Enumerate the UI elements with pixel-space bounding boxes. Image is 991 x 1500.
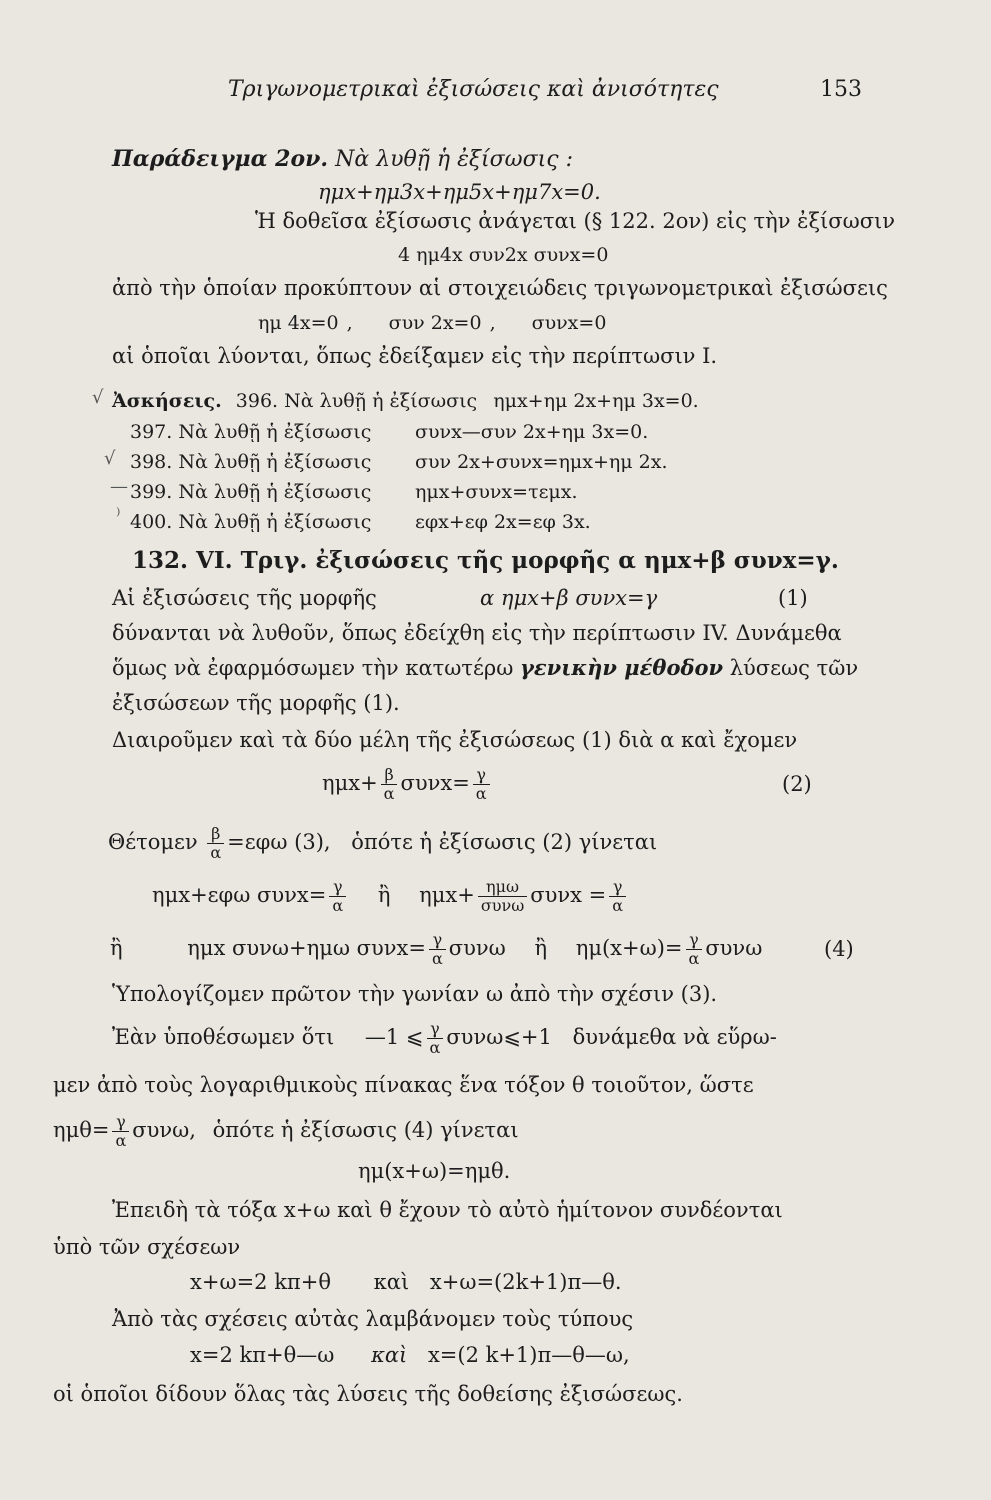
exercise-num: 396. <box>235 390 279 412</box>
exercise-text: Νὰ λυθῇ ἡ ἐξίσωσις <box>178 421 372 443</box>
den: α <box>473 784 490 803</box>
example-reduction: Ἡ δοθεῖσα ἐξίσωσις ἀνάγεται (§ 122. 2ον) εἰς τὴν ἐξίσωσιν <box>255 209 896 233</box>
exercises-label: Ἀσκήσεις. <box>112 390 222 412</box>
or: ἢ <box>534 936 548 960</box>
den: α <box>427 1038 444 1057</box>
elementary-equations-text: ἀπὸ τὴν ὁποίαν προκύπτουν αἱ στοιχειώδεις τριγωνομετρικαὶ ἐξισώσεις <box>112 276 888 300</box>
exercise-397 <box>130 419 371 445</box>
eq-b: συν 2x=0 <box>388 312 482 334</box>
exercise-text: Νὰ λυθῇ ἡ ἐξίσωσις <box>178 511 372 533</box>
check-mark: √ <box>92 387 104 408</box>
term: συνω <box>448 936 506 960</box>
text: Θέτομεν <box>108 830 198 854</box>
running-title: Τριγωνομετρικαὶ ἐξισώσεις καὶ ἀνισότητες <box>228 77 719 102</box>
exercise-eq: εφx+εφ 2x=εφ 3x. <box>415 511 591 533</box>
exercise-text: Νὰ λυθῇ ἡ ἐξίσωσις <box>178 481 372 503</box>
term: συνω, <box>132 1118 196 1142</box>
section-heading: 132. VI. Τριγ. ἐξισώσεις τῆς μορφῆς α ημx+β συνx=γ. <box>132 547 839 574</box>
since-text: Ἐπειδὴ τὰ τόξα x+ω καὶ θ ἔχουν τὸ αὐτὸ ἡμίτονον συνδέονται <box>112 1198 783 1222</box>
assumption-line <box>112 1020 777 1057</box>
exercise-396 <box>112 388 699 414</box>
num: ημω <box>486 877 520 896</box>
final-text: οἱ ὁποῖοι δίδουν ὅλας τὰς λύσεις τῆς δοθείσης ἐξισώσεως. <box>53 1382 683 1406</box>
text: λύσεως τῶν <box>729 656 859 680</box>
example-label <box>112 146 573 173</box>
eq2-label: (2) <box>782 772 812 796</box>
term: x+ω=(2k+1)π—θ. <box>429 1270 622 1294</box>
term: ημx+ <box>322 771 378 795</box>
text: =εφω (3), <box>227 830 331 854</box>
relations-line <box>190 1269 622 1295</box>
exercise-399 <box>130 479 371 505</box>
equation-5: ημ(x+ω)=ημθ. <box>358 1159 511 1183</box>
and: καὶ <box>373 1270 410 1294</box>
den: α <box>429 949 446 968</box>
check-mark: — <box>110 476 128 497</box>
term: ημx+εφω συνx= <box>152 883 327 907</box>
text: ὁπότε ἡ ἐξίσωσις (4) γίνεται <box>212 1118 519 1142</box>
fraction-gamma-alpha <box>473 766 490 803</box>
term: συνω <box>705 936 763 960</box>
relations-text: ὑπὸ τῶν σχέσεων <box>53 1235 241 1259</box>
exercise-num: 397. <box>130 421 173 443</box>
fraction-gamma-alpha <box>609 878 626 915</box>
term: ημ(x+ω)= <box>575 936 683 960</box>
example-prompt: Νὰ λυθῇ ἡ ἐξίσωσις : <box>335 147 573 172</box>
eq-a: ημ 4x=0 <box>258 312 339 334</box>
fraction-gamma-alpha <box>686 931 703 968</box>
exercise-num: 398. <box>130 451 173 473</box>
exercise-text: Νὰ λυθῇ ἡ ἐξίσωσις <box>284 390 478 412</box>
num: γ <box>432 930 443 949</box>
text: ὅμως νὰ ἐφαρμόσωμεν τὴν κατωτέρω <box>112 656 514 680</box>
term: ημx+ <box>419 883 475 907</box>
den: α <box>207 843 224 862</box>
compute-text: Ὑπολογίζομεν πρῶτον τὴν γωνίαν ω ἀπὸ τὴν σχέσιν (3). <box>112 982 718 1006</box>
reduced-equation: 4 ημ4x συν2x συνx=0 <box>398 244 609 266</box>
eq-c: συνx=0 <box>531 312 607 334</box>
form-equation: α ημx+β συνx=γ <box>480 586 658 610</box>
divide-text: Διαιροῦμεν καὶ τὰ δύο μέλη τῆς ἐξισώσεως (1) διὰ α καὶ ἔχομεν <box>112 728 798 752</box>
num: γ <box>116 1112 126 1131</box>
exercise-eq: ημx+συνx=τεμx. <box>415 481 578 503</box>
and: καὶ <box>371 1343 408 1367</box>
text: ὁπότε ἡ ἐξίσωσις (2) γίνεται <box>351 830 658 854</box>
num: γ <box>430 1019 440 1038</box>
sep: , <box>489 312 496 334</box>
para1-line2: δύνανται νὰ λυθοῦν, ὅπως ἐδείχθη εἰς τὴν περίπτωσιν IV. Δυνάμεθα <box>112 621 842 645</box>
fraction-beta-alpha <box>381 766 398 803</box>
exercise-eq: ημx+ημ 2x+ημ 3x=0. <box>493 390 699 412</box>
term: συνx= <box>400 771 470 795</box>
or: ἢ <box>377 883 391 907</box>
solutions-line <box>190 1342 630 1368</box>
para1-line4: ἐξισώσεων τῆς μορφῆς (1). <box>112 691 400 715</box>
exercise-400 <box>130 509 371 535</box>
num: γ <box>332 877 343 896</box>
text: δυνάμεθα νὰ εὕρω- <box>572 1025 777 1049</box>
num: γ <box>612 877 623 896</box>
sep: , <box>346 312 353 334</box>
num: γ <box>689 930 699 949</box>
page-number: 153 <box>820 77 862 102</box>
term: —1 ⩽ <box>364 1025 424 1049</box>
term: συνx = <box>530 883 607 907</box>
term: συνω⩽+1 <box>446 1025 552 1049</box>
term: ημx συνω+ημω συνx= <box>187 936 426 960</box>
fraction-beta-alpha <box>207 825 224 862</box>
exercise-num: 399. <box>130 481 173 503</box>
den: συνω <box>478 896 527 915</box>
example-equation: ημx+ημ3x+ημ5x+ημ7x=0. <box>318 180 601 204</box>
term: x+ω=2 kπ+θ <box>190 1270 331 1294</box>
example-title: Παράδειγμα 2ον. <box>112 146 329 172</box>
term: ημθ= <box>53 1118 110 1142</box>
term: x=2 kπ+θ—ω <box>190 1343 335 1367</box>
tables-text: μεν ἀπὸ τοὺς λογαριθμικοὺς πίνακας ἕνα τόξον θ τοιοῦτον, ὥστε <box>53 1073 754 1097</box>
solved-text: αἱ ὁποῖαι λύονται, ὅπως ἐδείξαμεν εἰς τὴν περίπτωσιν I. <box>112 344 718 368</box>
general-method: γενικὴν μέθοδον <box>520 655 724 680</box>
num: β <box>211 824 221 843</box>
den: α <box>112 1131 129 1150</box>
para1-line3 <box>112 655 858 681</box>
den: α <box>686 949 703 968</box>
fraction-gamma-alpha <box>427 1020 444 1057</box>
fraction-gamma-alpha <box>112 1113 129 1150</box>
term: x=(2 k+1)π—θ—ω, <box>427 1343 630 1367</box>
den: α <box>609 896 626 915</box>
from-these-text: Ἀπὸ τὰς σχέσεις αὐτὰς λαμβάνομεν τοὺς τύπους <box>112 1307 634 1331</box>
check-mark: √ <box>104 448 116 469</box>
exercise-num: 400. <box>130 511 173 533</box>
eq4-label: (4) <box>824 937 854 961</box>
elementary-equations <box>258 310 606 336</box>
fraction-hmw-synw <box>478 878 527 915</box>
theta-line <box>53 1113 519 1150</box>
equation-3 <box>152 878 629 915</box>
fraction-gamma-alpha <box>329 878 346 915</box>
den: α <box>329 896 346 915</box>
den: α <box>381 784 398 803</box>
eq1-label: (1) <box>778 586 808 610</box>
exercise-eq: συν 2x+συνx=ημx+ημ 2x. <box>415 451 668 473</box>
para1-line1: Αἱ ἐξισώσεις τῆς μορφῆς <box>112 586 377 610</box>
exercise-398 <box>130 449 371 475</box>
num: β <box>384 765 394 784</box>
exercise-text: Νὰ λυθῇ ἡ ἐξίσωσις <box>178 451 372 473</box>
exercise-eq: συνx—συν 2x+ημ 3x=0. <box>415 421 649 443</box>
equation-4 <box>110 931 762 968</box>
or: ἢ <box>110 936 123 960</box>
fraction-gamma-alpha <box>429 931 446 968</box>
text: Ἐὰν ὑποθέσωμεν ὅτι <box>112 1025 335 1049</box>
check-mark: ⁾ <box>116 505 121 526</box>
num: γ <box>476 765 486 784</box>
set-line <box>108 825 657 862</box>
equation-2 <box>322 766 493 803</box>
